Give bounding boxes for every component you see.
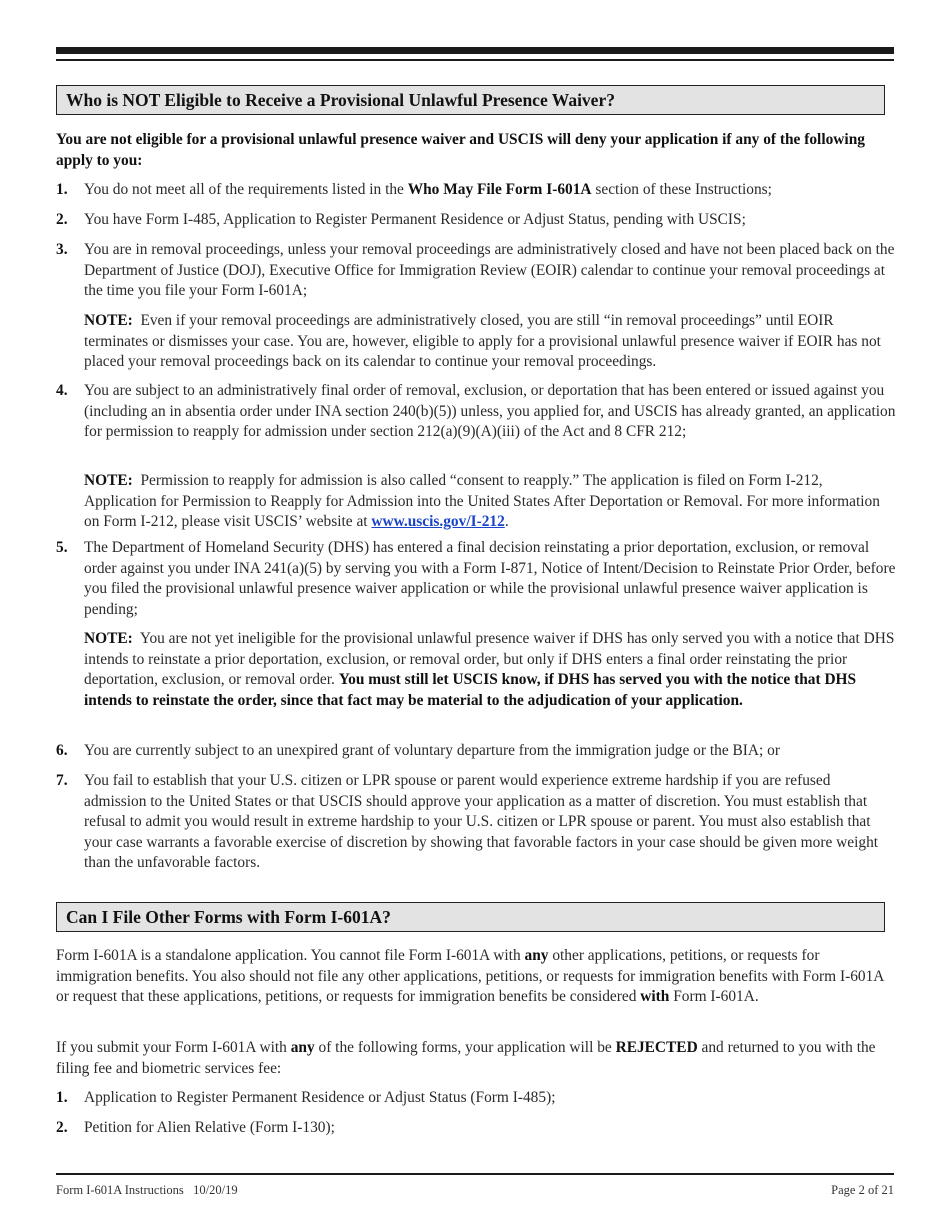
item-number: 1. bbox=[56, 1089, 68, 1106]
footer-page-number: Page 2 of 21 bbox=[831, 1183, 894, 1197]
note-consent-to-reapply: NOTE: Permission to reapply for admission is also called “consent to reapply.” The application is filed on Form I-212, Application for Permission to Reapply for Admission into the United States After Deportation or Removal. For more information on Form I-212, please visit USCIS’ website at www.uscis.gov/I-212. bbox=[84, 472, 880, 530]
item-number: 2. bbox=[56, 1119, 68, 1136]
list-item: 1. Application to Register Permanent Residence or Adjust Status (Form I-485); bbox=[56, 1088, 896, 1109]
item-number: 7. bbox=[56, 772, 68, 789]
list-item: 3. You are in removal proceedings, unless your removal proceedings are administratively closed and have not been placed back on the Department of Justice (DOJ), Executive Office for Immigration Review (EOIR) calendar to continue your removal proceedings at the time you file your Form I-601A; bbox=[56, 241, 895, 299]
footer-rule bbox=[56, 1173, 894, 1175]
list-item: 4. You are subject to an administratively final order of removal, exclusion, or deportation that has been entered or issued against you (including an in absentia order under INA section 240(b)(5)) unless, you applied for, and USCIS has already granted, an application for permission to reapply for admission under section 212(a)(9)(A)(iii) of the Act and 8 CFR 212; bbox=[56, 382, 896, 440]
item-number: 6. bbox=[56, 742, 68, 759]
list-item: 2. Petition for Alien Relative (Form I-130); bbox=[56, 1118, 896, 1139]
intro-paragraph: You are not eligible for a provisional unlawful presence waiver and USCIS will deny your application if any of the following apply to you: bbox=[56, 131, 865, 169]
list-item: 7. You fail to establish that your U.S. citizen or LPR spouse or parent would experience extreme hardship if you are refused admission to the United States or that USCIS should approve your application as a matter of discretion. You must establish that refusal to admit you would result in extreme hardship to your U.S. citizen or LPR spouse or parent. You must also establish that your case warrants a favorable exercise of discretion by showing that favorable factors in your case should be given more weight than the unfavorable factors. bbox=[56, 772, 879, 871]
top-thin-rule bbox=[56, 59, 894, 61]
rejection-paragraph: If you submit your Form I-601A with any of the following forms, your application will be REJECTED and returned to you with the filing fee and biometric services fee: bbox=[56, 1039, 876, 1077]
note-removal-proceedings: NOTE: Even if your removal proceedings are administratively closed, you are still “in removal proceedings” until EOIR terminates or dismisses your case. You are, however, eligible to apply for a provisional unlawful presence waiver if EOIR has not placed your removal proceedings back on its calendar to continue your removal proceedings. bbox=[84, 312, 881, 370]
item-number: 1. bbox=[56, 181, 68, 198]
footer-form-info: Form I-601A Instructions 10/20/19 bbox=[56, 1183, 238, 1197]
list-item: 6. You are currently subject to an unexpired grant of voluntary departure from the immigration judge or the BIA; or bbox=[56, 741, 896, 762]
list-item: 1. You do not meet all of the requirements listed in the Who May File Form I-601A section of these Instructions; bbox=[56, 180, 896, 201]
list-item: 5. The Department of Homeland Security (DHS) has entered a final decision reinstating a prior deportation, exclusion, or removal order against you under INA 241(a)(5) by serving you with a Form I-871, Notice of Intent/Decision to Reinstate Prior Order, before you filed the provisional unlawful presence waiver application or while the provisional unlawful presence waiver application is pending; bbox=[56, 539, 896, 618]
note-reinstate-order: NOTE: You are not yet ineligible for the provisional unlawful presence waiver if DHS has only served you with a notice that DHS intends to reinstate a prior deportation, exclusion, or removal order, but only if DHS enters a final order reinstating the prior deportation, exclusion, or removal order. You must still let USCIS know, if DHS has served you with the notice that DHS intends to reinstate the order, since that fact may be material to the adjudication of your application. bbox=[84, 630, 895, 709]
item-number: 2. bbox=[56, 211, 68, 228]
standalone-paragraph: Form I-601A is a standalone application. You cannot file Form I-601A with any other applications, petitions, or requests for immigration benefits. You also should not file any other applications, petitions, or requests for immigration benefits with Form I-601A or request that these applications, petitions, or requests for immigration benefits be considered with Form I-601A. bbox=[56, 947, 884, 1005]
section-header-not-eligible: Who is NOT Eligible to Receive a Provisional Unlawful Presence Waiver? bbox=[56, 85, 885, 115]
item-number: 4. bbox=[56, 382, 68, 399]
item-number: 3. bbox=[56, 241, 68, 258]
section-header-other-forms: Can I File Other Forms with Form I-601A? bbox=[56, 902, 885, 932]
top-thick-rule bbox=[56, 47, 894, 54]
uscis-i212-link[interactable]: www.uscis.gov/I-212 bbox=[371, 513, 505, 530]
item-number: 5. bbox=[56, 539, 68, 556]
list-item: 2. You have Form I-485, Application to Register Permanent Residence or Adjust Status, pending with USCIS; bbox=[56, 210, 896, 231]
